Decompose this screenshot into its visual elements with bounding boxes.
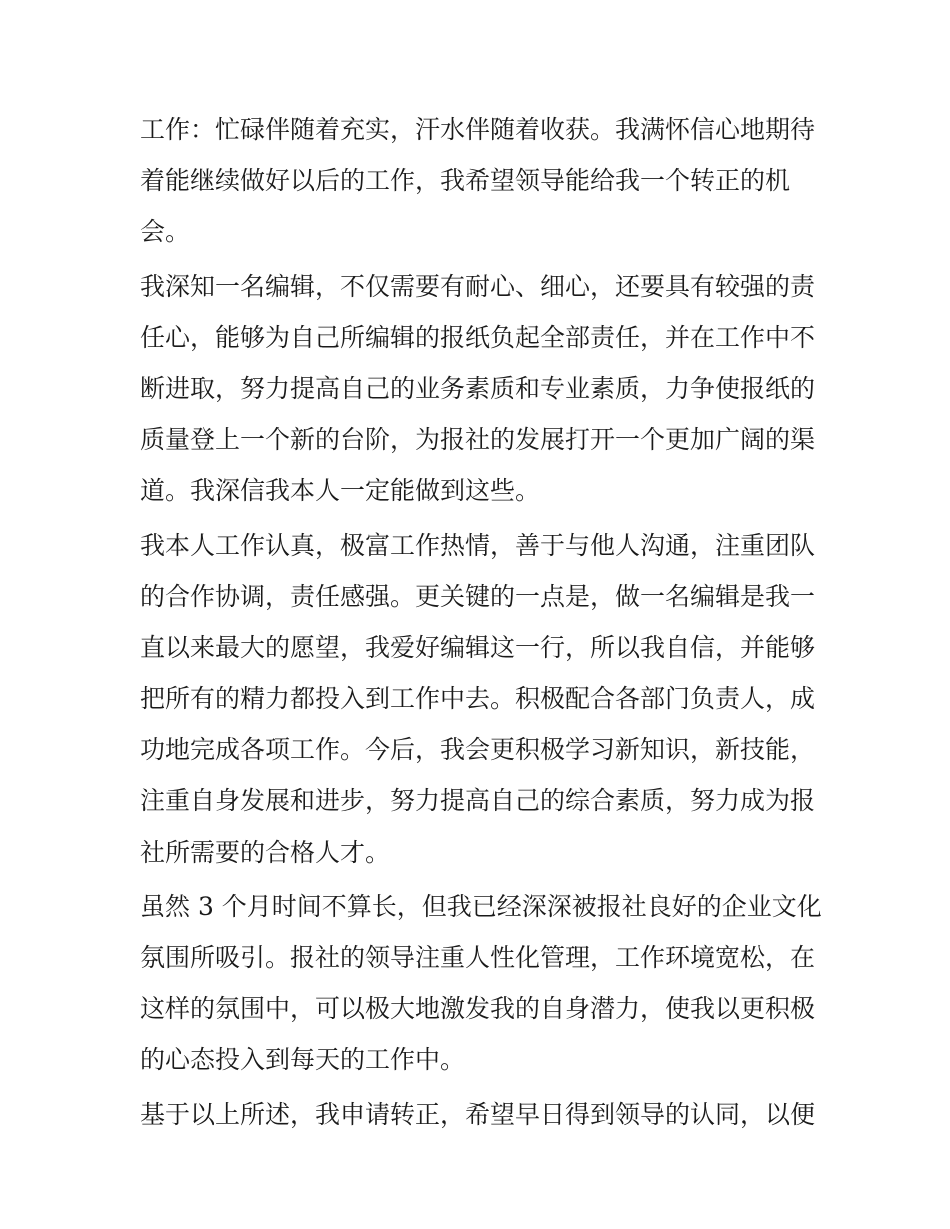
text-line: 功地完成各项工作。今后，我会更积极学习新知识，新技能， [140,735,816,765]
paragraph-4 [140,881,822,1086]
paragraph-3 [140,520,815,878]
text-line: 我深知一名编辑，不仅需要有耐心、细心，还要具有较强的责 [140,271,816,301]
paragraph-5 [140,1089,815,1140]
text-line: 的合作协调，责任感强。更关键的一点是，做一名编辑是我一 [140,581,816,611]
text-line: 的心态投入到每天的工作中。 [140,1045,466,1075]
text-line: 社所需要的合格人才。 [140,837,391,867]
text-line: 虽然 3 个月时间不算长，但我已经深深被报社良好的企业文化 [140,891,822,921]
text-line: 质量登上一个新的台阶，为报社的发展打开一个更加广阔的渠 [140,425,816,455]
text-line: 着能继续做好以后的工作，我希望领导能给我一个转正的机 [140,166,791,196]
text-line: 会。 [140,217,191,247]
text-line: 断进取，努力提高自己的业务素质和专业素质，力争使报纸的 [140,373,816,403]
paragraph-2 [140,261,815,517]
text-line: 基于以上所述，我申请转正，希望早日得到领导的认同，以便 [140,1099,816,1129]
text-line: 把所有的精力都投入到工作中去。积极配合各部门负责人，成 [140,684,816,714]
text-line: 直以来最大的愿望，我爱好编辑这一行，所以我自信，并能够 [140,632,816,662]
text-line: 我本人工作认真，极富工作热情，善于与他人沟通，注重团队 [140,530,816,560]
paragraph-1 [140,104,815,258]
text-line: 氛围所吸引。报社的领导注重人性化管理，工作环境宽松，在 [140,943,816,972]
document-body [140,104,822,1140]
text-line: 任心，能够为自己所编辑的报纸负起全部责任，并在工作中不 [140,322,816,352]
text-line: 这样的氛围中，可以极大地激发我的自身潜力，使我以更积极 [140,994,816,1024]
text-line: 注重自身发展和进步，努力提高自己的综合素质，努力成为报 [140,786,816,816]
text-line: 道。我深信我本人一定能做到这些。 [140,476,541,506]
text-line: 工作：忙碌伴随着充实，汗水伴随着收获。我满怀信心地期待 [140,115,816,144]
